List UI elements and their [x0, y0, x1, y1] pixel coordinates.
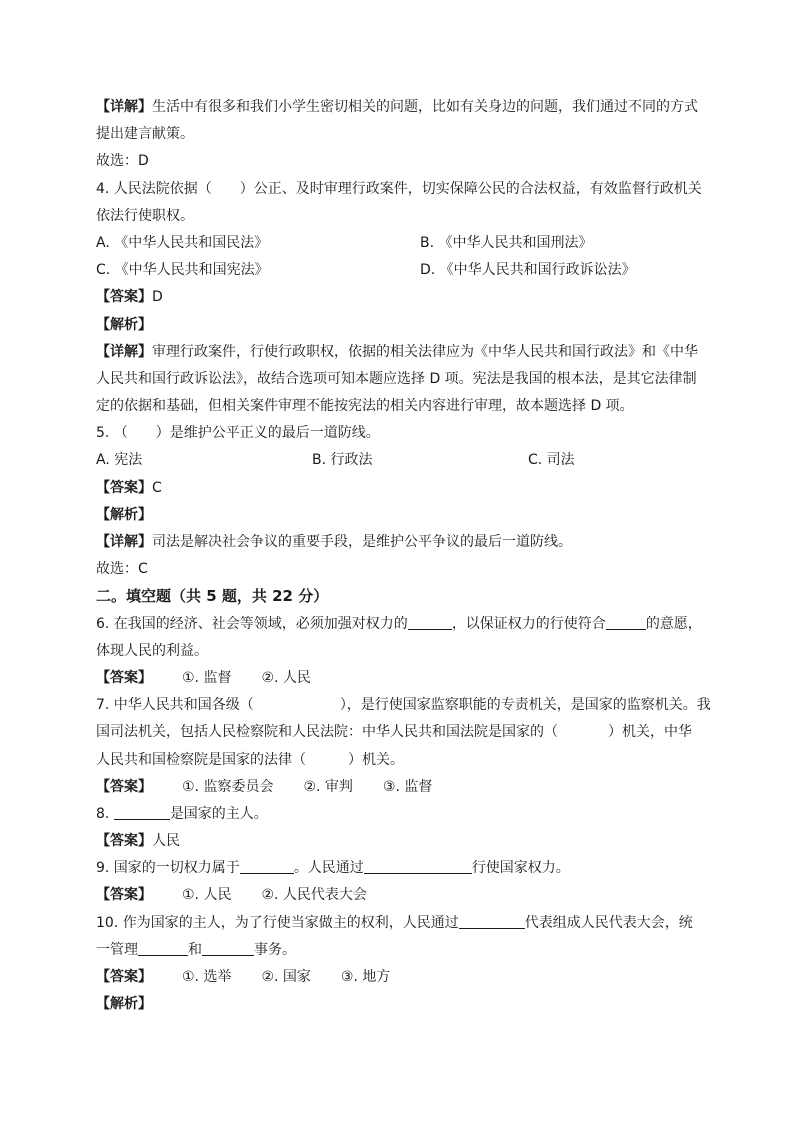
question-10-stem-cont	[96, 937, 700, 964]
blank	[364, 859, 472, 874]
detail-tag: 【详解】	[96, 99, 152, 115]
answer-1: ①. 监察委员会	[182, 778, 274, 795]
option-d: D. 《中华人民共和国行政诉讼法》	[420, 262, 636, 279]
question-4-options-row1	[96, 230, 700, 257]
answer-tag: 【答案】	[96, 479, 152, 496]
question-7-stem-cont2	[96, 747, 700, 774]
answer-tag: 【答案】	[96, 669, 152, 686]
stem-text: 9. 国家的一切权力属于	[96, 860, 240, 877]
answer-1: ①. 选举	[182, 969, 232, 985]
section-heading: 二。填空题（共 5 题，共 22 分）	[96, 587, 329, 606]
question-4-options-row2	[96, 257, 700, 284]
question-7-stem	[96, 692, 711, 719]
question-4-stem: 4. 人民法院依据（ ）公正、及时审理行政案件，切实保障公民的合法权益，有效监督行政机关	[96, 180, 702, 197]
stem-text: 事务。	[254, 941, 296, 958]
answer-tag: 【答案】	[96, 289, 152, 306]
answer-2: ②. 国家	[261, 969, 311, 985]
stem-text: 国司法机关，包括人民检察院和人民法院：中华人民共和国法院是国家的（	[96, 724, 558, 741]
answer-tag: 【答案】	[96, 778, 152, 795]
stem-text: 行使国家权力。	[471, 860, 570, 877]
answer-1: ①. 监督	[182, 669, 232, 686]
question-8-stem	[96, 801, 700, 828]
stem-text: 是国家的主人。	[169, 805, 268, 822]
stem-text: 一管理	[96, 941, 138, 958]
question-4-stem-cont: 依法行使职权。	[96, 207, 194, 224]
answer-1: ①. 人民	[182, 887, 232, 904]
stem-text: 10. 作为国家的主人，为了行使当家做主的权利，人民通过	[96, 914, 459, 931]
question-7-stem-cont1	[96, 719, 700, 746]
blank	[114, 805, 170, 820]
answer-3: ③. 地方	[340, 969, 391, 985]
blank	[240, 859, 294, 874]
answer-value: D	[152, 289, 163, 306]
stem-text: 和	[188, 941, 202, 958]
document-page	[96, 94, 711, 1018]
answer-2: ②. 人民代表大会	[261, 887, 367, 904]
question-4-detail	[96, 339, 700, 366]
detail-tag: 【详解】	[96, 534, 152, 550]
blank	[138, 941, 188, 956]
blank	[408, 615, 452, 630]
answer-2: ②. 人民	[261, 669, 311, 686]
stem-text: 代表组成人民代表大会，统	[524, 914, 693, 931]
stem-text: ，以保证权力的行使符合	[451, 615, 606, 632]
question-5-detail	[96, 529, 700, 556]
answer-2: ②. 审判	[303, 778, 353, 795]
blank	[459, 914, 525, 929]
question-5-options	[96, 447, 700, 474]
question-10-analysis-tag: 【解析】	[96, 996, 152, 1013]
option-c: C. 司法	[528, 452, 575, 469]
question-4-answer	[96, 284, 700, 311]
answer-value: C	[152, 479, 162, 496]
stem-text: 6. 在我国的经济、社会等领域，必须加强对权力的	[96, 615, 408, 632]
detail-line	[96, 94, 700, 121]
stem-text: 7. 中华人民共和国各级（	[96, 697, 254, 714]
question-8-answer	[96, 828, 700, 855]
answer-tag: 【答案】	[96, 887, 152, 904]
question-6-answer	[96, 665, 700, 692]
answer-tag: 【答案】	[96, 833, 152, 850]
question-4-analysis-tag: 【解析】	[96, 316, 152, 333]
answer-3: ③. 监督	[382, 778, 433, 795]
option-b: B. 行政法	[312, 452, 373, 469]
option-c: C. 《中华人民共和国宪法》	[96, 262, 269, 279]
question-6-stem	[96, 611, 700, 638]
question-9-answer	[96, 882, 700, 909]
choice-result: 故选：D	[96, 153, 149, 170]
blank	[202, 941, 254, 956]
detail-text: 生活中有很多和我们小学生密切相关的问题，比如有关身边的问题，我们通过不同的方式	[152, 99, 698, 115]
stem-text: 的意愿，	[645, 615, 702, 632]
answer-value: 人民	[152, 833, 180, 850]
stem-text: ）机关。	[348, 751, 404, 768]
detail-line-cont: 提出建言献策。	[96, 126, 194, 143]
blank	[606, 615, 646, 630]
question-5-result: 故选：C	[96, 561, 148, 578]
detail-text: 司法是解决社会争议的重要手段，是维护公平争议的最后一道防线。	[152, 534, 572, 550]
stem-text: ），是行使国家监察职能的专责机关，是国家的监察机关。我	[339, 697, 711, 714]
option-b: B. 《中华人民共和国刑法》	[420, 234, 593, 251]
stem-text: 8.	[96, 805, 114, 822]
question-6-stem-cont: 体现人民的利益。	[96, 642, 208, 659]
detail-tag: 【详解】	[96, 343, 152, 360]
answer-tag: 【答案】	[96, 969, 152, 985]
question-7-answer	[96, 774, 700, 801]
question-9-stem	[96, 855, 700, 882]
option-a: A. 《中华人民共和国民法》	[96, 234, 269, 251]
stem-text: ）机关，中华	[608, 724, 692, 741]
question-4-detail-cont2: 定的依据和基础，但相关案件审理不能按宪法的相关内容进行审理，故本题选择 D 项。	[96, 398, 634, 415]
question-10-answer	[96, 964, 700, 991]
question-5-answer	[96, 475, 700, 502]
stem-text: 。人民通过	[293, 860, 364, 877]
stem-text: 人民共和国检察院是国家的法律（	[96, 751, 306, 768]
option-a: A. 宪法	[96, 452, 143, 469]
question-10-stem	[96, 910, 700, 937]
question-5-analysis-tag: 【解析】	[96, 506, 152, 523]
question-5-stem: 5. （ ）是维护公平正义的最后一道防线。	[96, 425, 380, 442]
detail-text: 审理行政案件，行使行政职权，依据的相关法律应为《中华人民共和国行政法》和《中华	[152, 343, 698, 360]
question-4-detail-cont1: 人民共和国行政诉讼法》，故结合选项可知本题应选择 D 项。宪法是我国的根本法，是其它法律制	[96, 370, 697, 387]
